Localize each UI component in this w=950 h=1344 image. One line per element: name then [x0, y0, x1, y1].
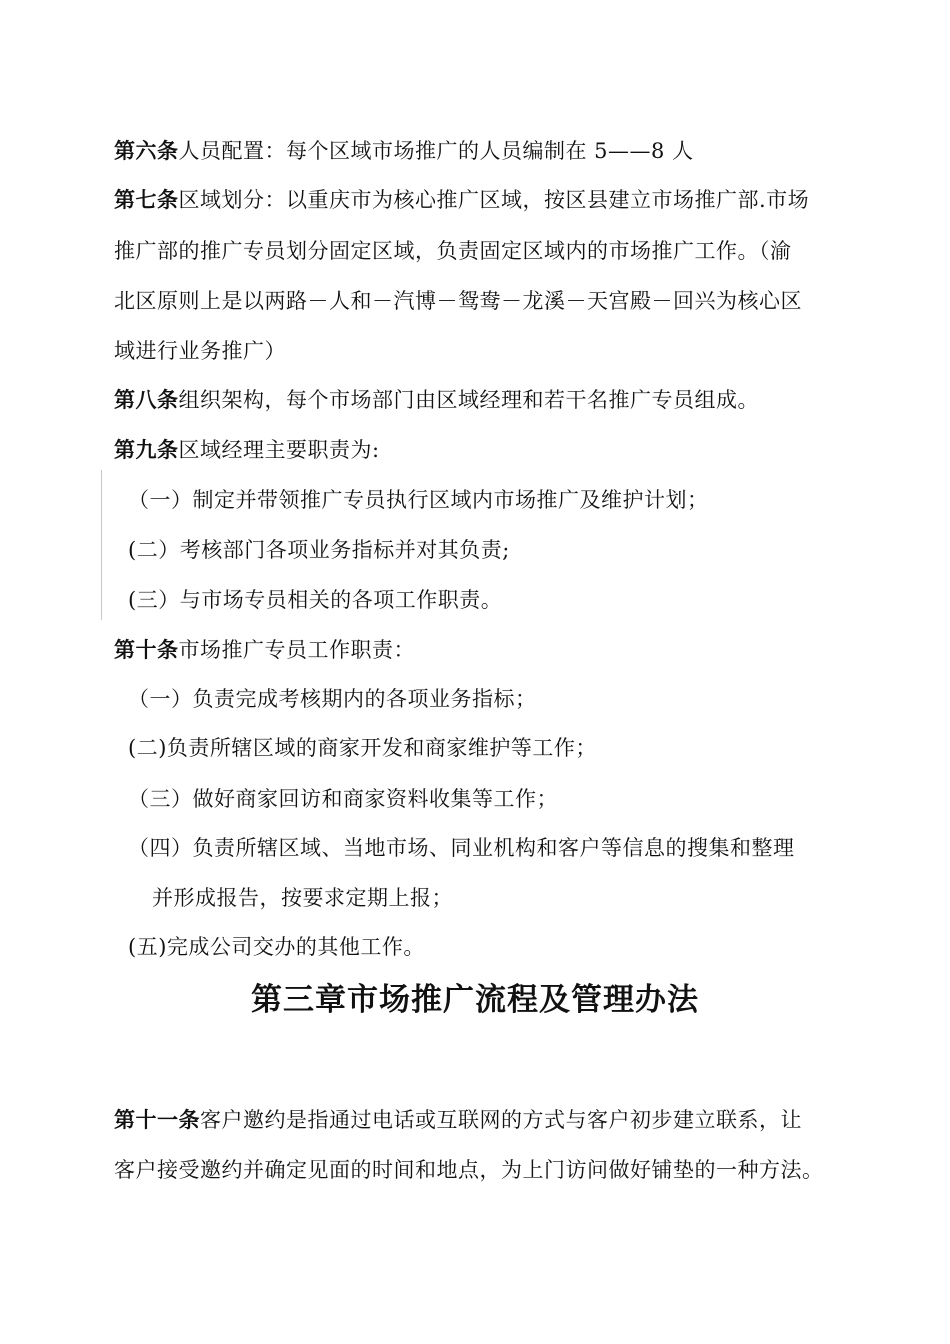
article-10-text: 市场推广专员工作职责：: [178, 638, 415, 662]
article-11-label: 第十一条: [114, 1107, 200, 1132]
article-10-item-2: (二)负责所辖区域的商家开发和商家维护等工作；: [128, 736, 597, 760]
article-9-label: 第九条: [114, 437, 179, 462]
article-7: [114, 185, 809, 215]
article-8: [114, 385, 759, 415]
article-6: [114, 136, 694, 166]
article-11: [114, 1105, 802, 1135]
article-7-line-3: 北区原则上是以两路－人和－汽博－鸳鸯－龙溪－天宫殿－回兴为核心区: [114, 289, 802, 313]
article-9-item-1: （一）制定并带领推广专员执行区域内市场推广及维护计划；: [128, 488, 709, 512]
article-10: [114, 635, 415, 665]
article-10-item-5: (五)完成公司交办的其他工作。: [128, 935, 425, 959]
article-8-text: 组织架构，每个市场部门由区域经理和若干名推广专员组成。: [178, 388, 759, 412]
chapter-title: 第三章市场推广流程及管理办法: [251, 982, 699, 1018]
left-margin-rule: [101, 470, 102, 620]
article-10-item-4-cont: 并形成报告，按要求定期上报；: [152, 886, 453, 910]
article-10-item-4: （四）负责所辖区域、当地市场、同业机构和客户等信息的搜集和整理: [128, 836, 795, 860]
article-9-item-3: (三）与市场专员相关的各项工作职责。: [128, 588, 503, 612]
article-9: [114, 435, 380, 465]
article-11-line-1: 客户邀约是指通过电话或互联网的方式与客户初步建立联系，让: [200, 1108, 802, 1132]
article-7-line-1: 区域划分：以重庆市为核心推广区域，按区县建立市场推广部.市场: [178, 188, 810, 212]
article-10-item-1: （一）负责完成考核期内的各项业务指标；: [128, 687, 537, 711]
article-6-label: 第六条: [114, 138, 179, 163]
article-10-label: 第十条: [114, 637, 179, 662]
article-6-text: 人员配置：每个区域市场推广的人员编制在 5——8 人: [178, 139, 694, 163]
article-10-item-3: （三）做好商家回访和商家资料收集等工作；: [128, 787, 558, 811]
article-9-text: 区域经理主要职责为:: [178, 438, 380, 462]
article-9-item-2: (二）考核部门各项业务指标并对其负责;: [128, 538, 510, 562]
article-11-line-2: 客户接受邀约并确定见面的时间和地点，为上门访问做好铺垫的一种方法。: [114, 1158, 824, 1182]
article-8-label: 第八条: [114, 387, 179, 412]
article-7-line-2: 推广部的推广专员划分固定区域，负责固定区域内的市场推广工作。（渝: [114, 239, 792, 263]
article-7-label: 第七条: [114, 187, 179, 212]
article-7-line-4: 域进行业务推广）: [114, 339, 286, 363]
